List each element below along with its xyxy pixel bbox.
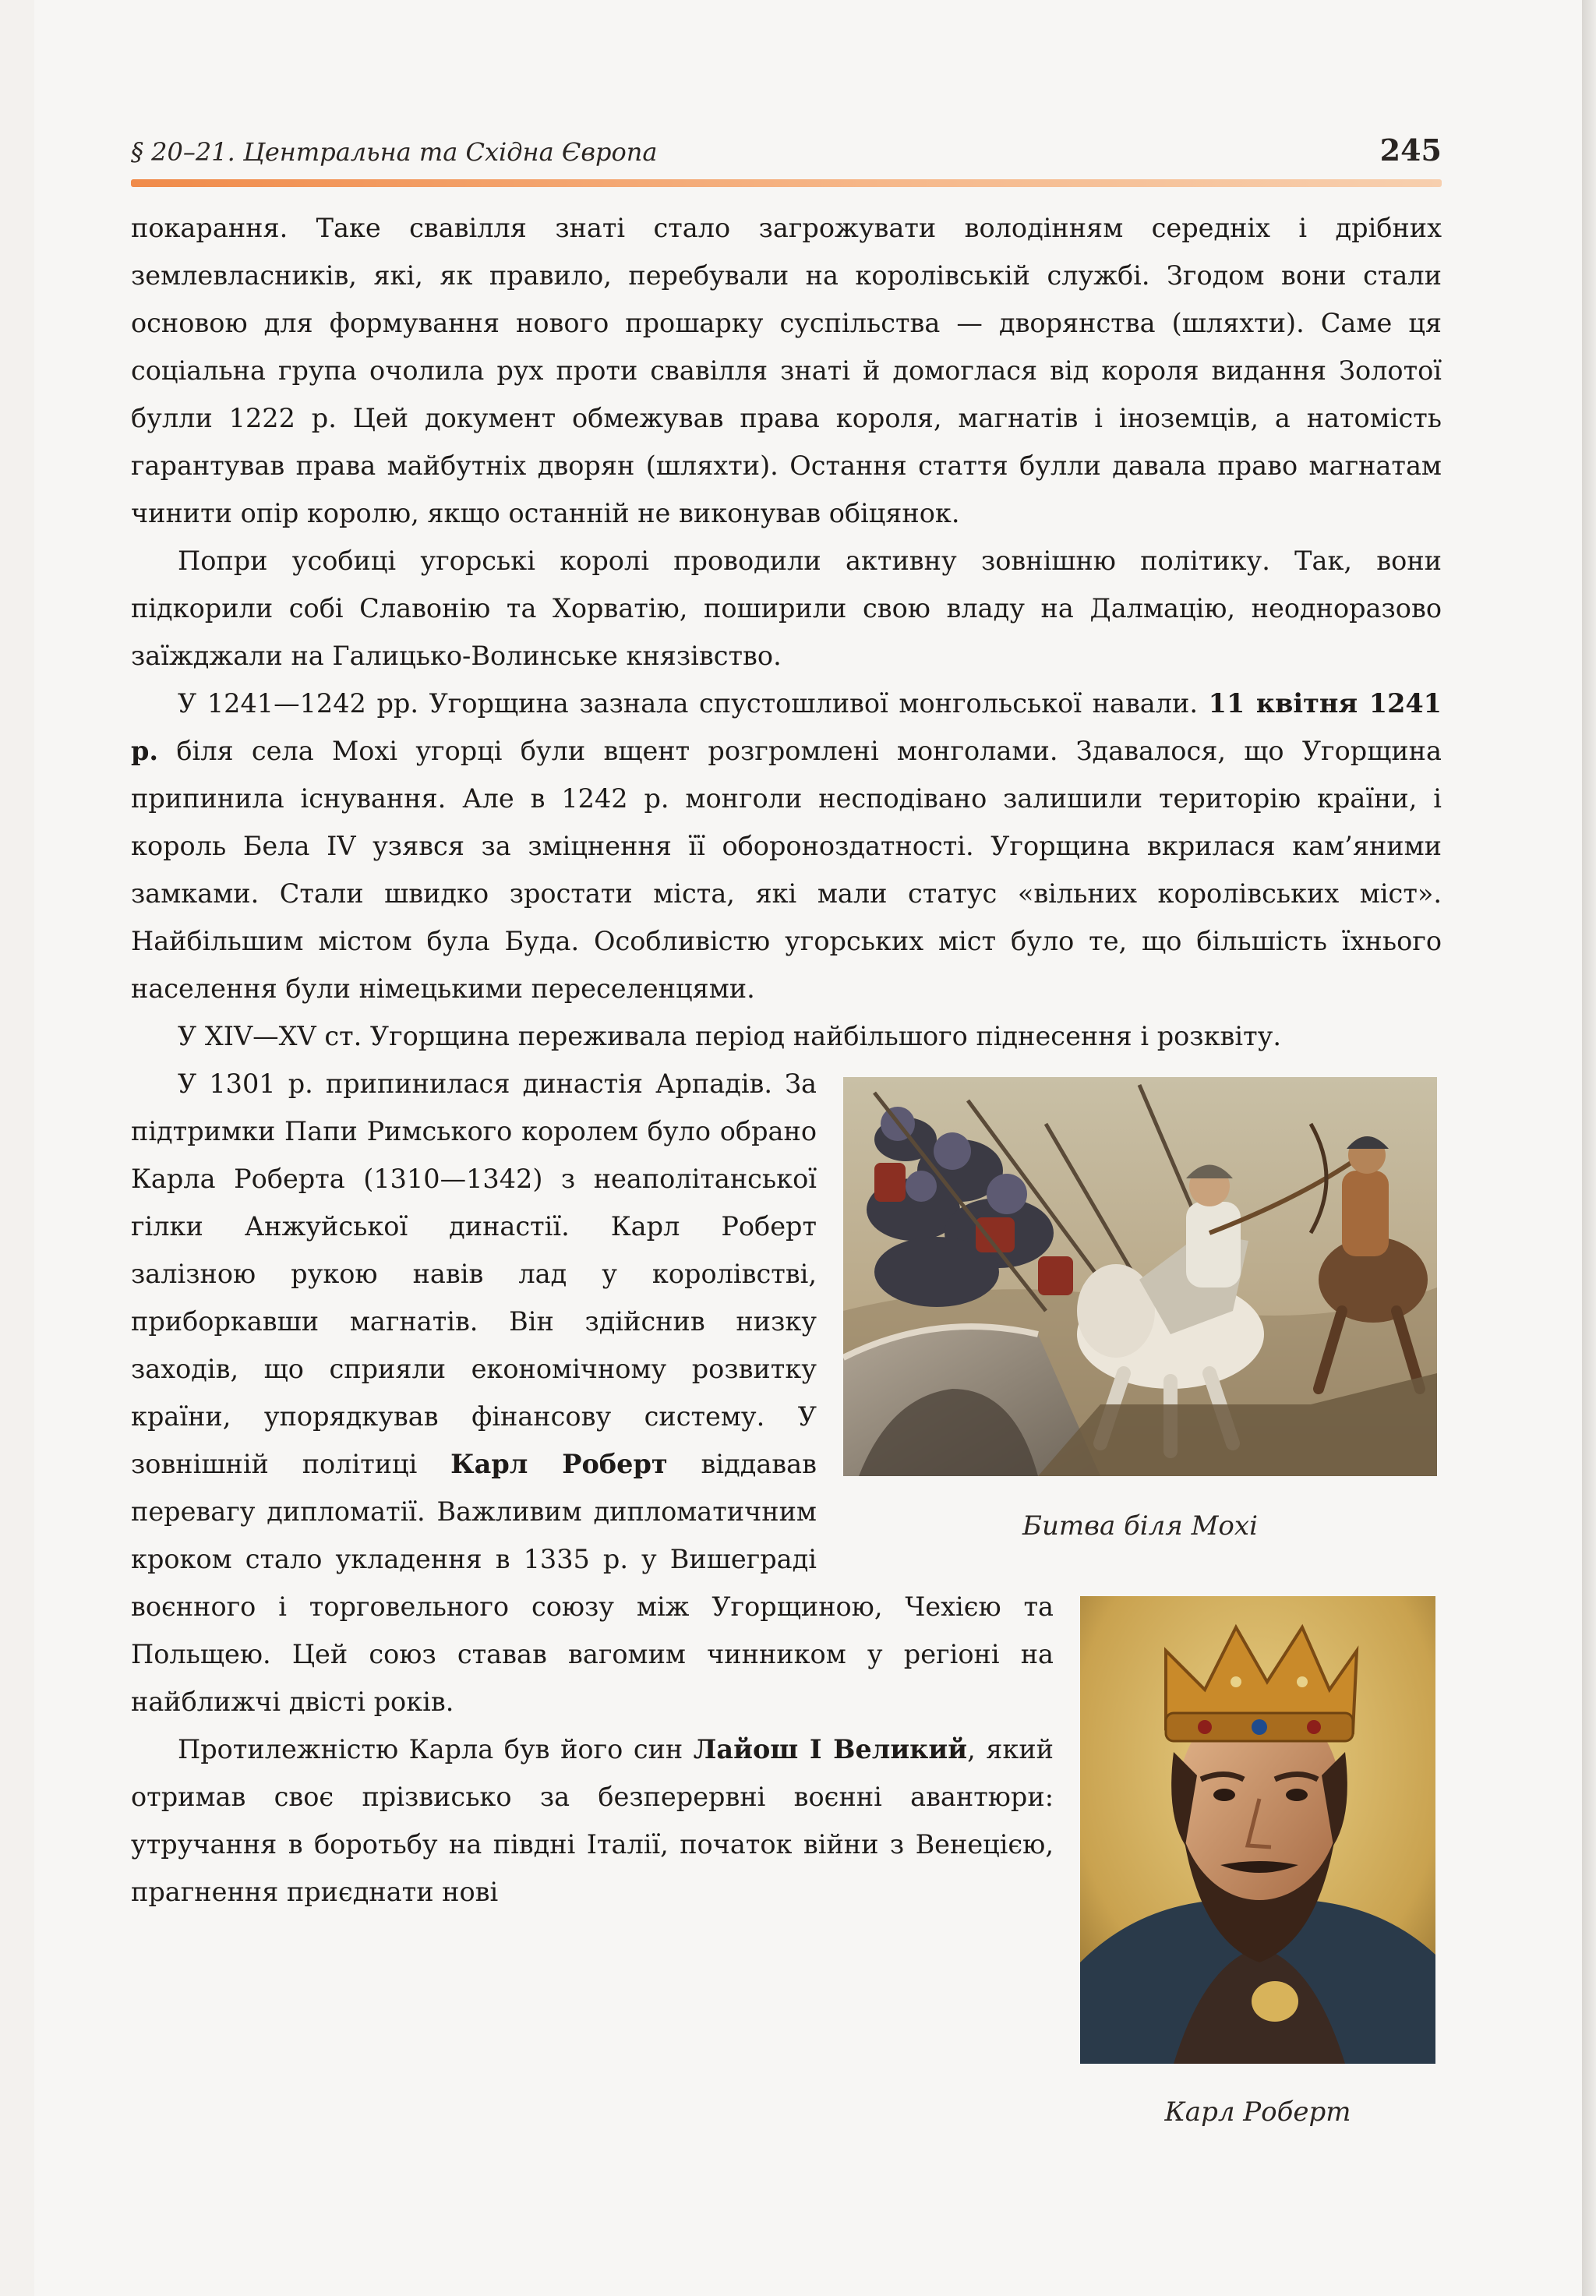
text-run: покарання. Таке свавілля знаті стало загрожувати володінням середніх і дрібних землевласників, які, як правило, перебували на королівській службі. Згодом вони стали основою для формування нового прошарку суспільства — дворянства (шляхти). Саме ця соціальна група очолила рух проти свавілля знаті й домоглася від короля видання Золотої булли 1222 р. Цей документ обмежував права короля, магнатів і іноземців, а натомість гарантував права майбутніх дворян (шляхти). Остання стаття булли давала право магнатам чинити опір королю, якщо останній не виконував обіцянок. <box>131 213 1442 528</box>
paragraph <box>131 1012 1442 1060</box>
text-run: біля села Мохі угорці були вщент розгромлені монголами. Здавалося, що Угорщина припинила існування. Але в 1242 р. монголи несподівано залишили територію країни, і король Бела IV узявся за зміцнення її обороноздатності. Угорщина вкрилася кам’яними замками. Стали швидко зростати міста, які мали статус «вільних королівських міст». Найбільшим містом була Буда. Особливістю угорських міст було те, що більшість їхнього населення були німецькими переселенцями. <box>131 736 1442 1004</box>
text-run: , який отримав своє прізвисько за безперервні воєнні авантюри: утручання в боротьбу на півдні Італії, початок війни з Венецією, прагнення приєднати нові <box>131 1734 1054 1907</box>
text-run: Протилежністю Карла був його син <box>178 1734 694 1764</box>
running-header <box>131 131 1442 175</box>
page-number: 245 <box>1379 132 1442 168</box>
key-name: Лайош І Великий <box>693 1734 968 1764</box>
text-run: віддавав перевагу дипломатії. Важливим дипломатичним кроком стало укладення в 1335 р. у Вишеграді воєнного і торговельного союзу між Угорщиною, Чехією та Польщею. Цей союз ставав вагомим чинником у регіоні на найближчі двісті років. <box>131 1449 1054 1717</box>
figure-exclusion <box>817 1063 1442 1557</box>
paragraph <box>131 680 1442 1012</box>
text-run: У 1241—1242 рр. Угорщина зазнала спустошливої монгольської навали. <box>178 688 1209 719</box>
body-text <box>131 204 1442 2103</box>
text-run: У 1301 р. припинилася династія Арпадів. За підтримки Папи Римського королем було обрано Карла Роберта (1310—1342) з неаполітанської гілки Анжуйської династії. Карл Роберт залізною рукою навів лад у королівстві, приборкавши магнатів. Він здійснив низку заходів, що сприяли економічному розвитку країни, упорядкував фінансову систему. У зовнішній політиці <box>131 1069 817 1479</box>
caption-battle-of-mohi: Битва біля Мохі <box>1022 1510 1258 1542</box>
text-run: У XIV—XV ст. Угорщина переживала період найбільшого піднесення і розквіту. <box>178 1021 1281 1051</box>
figure-exclusion <box>1054 1557 1442 2103</box>
header-rule <box>131 179 1442 187</box>
paragraph <box>131 537 1442 680</box>
key-name: Карл Роберт <box>450 1449 668 1479</box>
section-title: § 20–21. Центральна та Східна Європа <box>131 137 658 167</box>
paragraph <box>131 204 1442 537</box>
caption-charles-robert: Карл Роберт <box>1164 2096 1351 2128</box>
page-edge-shadow <box>1582 0 1596 2296</box>
key-date: 11 квітня 1241 р. <box>131 688 1442 766</box>
text-run: Попри усобиці угорські королі проводили активну зовнішню політику. Так, вони підкорили собі Славонію та Хорватію, поширили свою владу на Далмацію, неодноразово заїжджали на Галицько-Волинське князівство. <box>131 546 1442 671</box>
